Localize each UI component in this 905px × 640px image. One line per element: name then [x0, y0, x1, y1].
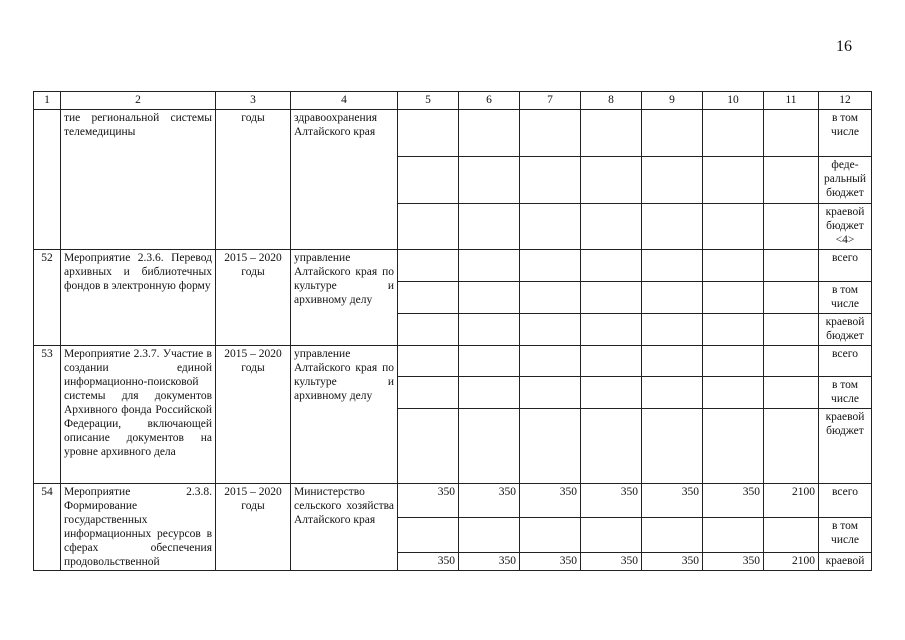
value-cell: 350	[581, 552, 642, 571]
value-cell	[642, 314, 703, 346]
value-cell	[459, 409, 520, 484]
page-number: 16	[836, 38, 852, 55]
value-cell: 2100	[764, 484, 819, 518]
value-cell	[581, 377, 642, 409]
value-cell	[642, 250, 703, 282]
measure-years: годы	[216, 110, 291, 250]
value-cell	[581, 346, 642, 377]
funding-source: краевой бюджет	[819, 409, 872, 484]
value-cell	[398, 314, 459, 346]
measure-name: Мероприятие 2.3.6. Перевод архивных и библиотечных фондов в электронную форму	[61, 250, 216, 346]
measure-executor: здравоохранения Алтайского края	[291, 110, 398, 250]
value-cell	[764, 346, 819, 377]
table-row	[34, 484, 872, 518]
measure-executor: Министерство сельского хозяйства Алтайского края	[291, 484, 398, 571]
value-cell: 350	[520, 484, 581, 518]
funding-source: краевой бюджет	[819, 314, 872, 346]
value-cell	[398, 517, 459, 552]
value-cell	[459, 346, 520, 377]
value-cell	[703, 409, 764, 484]
value-cell	[764, 250, 819, 282]
value-cell	[581, 314, 642, 346]
column-number: 1	[34, 92, 61, 110]
value-cell: 350	[703, 552, 764, 571]
value-cell: 350	[459, 484, 520, 518]
value-cell	[520, 282, 581, 314]
funding-source: в том числе	[819, 282, 872, 314]
value-cell: 350	[703, 484, 764, 518]
value-cell: 350	[642, 484, 703, 518]
measure-name: Мероприятие 2.3.8. Формирование государственных информационных ресурсов в сферах обеспечения продовольственной	[61, 484, 216, 571]
value-cell	[703, 204, 764, 250]
value-cell	[398, 204, 459, 250]
value-cell	[520, 250, 581, 282]
value-cell	[581, 409, 642, 484]
value-cell	[520, 157, 581, 204]
value-cell	[581, 250, 642, 282]
value-cell: 350	[581, 484, 642, 518]
column-number: 7	[520, 92, 581, 110]
measure-years: 2015 – 2020 годы	[216, 346, 291, 484]
value-cell	[703, 110, 764, 157]
column-number: 10	[703, 92, 764, 110]
funding-source: всего	[819, 346, 872, 377]
value-cell	[398, 346, 459, 377]
value-cell	[520, 377, 581, 409]
value-cell	[459, 314, 520, 346]
row-number: 53	[34, 346, 61, 484]
measure-years: 2015 – 2020 годы	[216, 250, 291, 346]
value-cell	[642, 517, 703, 552]
value-cell: 350	[398, 484, 459, 518]
column-number: 8	[581, 92, 642, 110]
value-cell	[520, 314, 581, 346]
value-cell	[520, 409, 581, 484]
row-number	[34, 110, 61, 250]
value-cell	[520, 204, 581, 250]
value-cell	[581, 110, 642, 157]
column-number: 2	[61, 92, 216, 110]
value-cell	[642, 346, 703, 377]
row-number: 54	[34, 484, 61, 571]
value-cell: 350	[459, 552, 520, 571]
measure-name: тие региональной системы телемедицины	[61, 110, 216, 250]
value-cell	[581, 204, 642, 250]
value-cell	[459, 110, 520, 157]
value-cell	[642, 110, 703, 157]
funding-source: в том числе	[819, 377, 872, 409]
column-number: 6	[459, 92, 520, 110]
value-cell	[642, 282, 703, 314]
value-cell	[520, 110, 581, 157]
funding-source: в том числе	[819, 110, 872, 157]
value-cell	[520, 346, 581, 377]
value-cell	[520, 517, 581, 552]
value-cell	[459, 282, 520, 314]
value-cell	[703, 517, 764, 552]
column-number: 4	[291, 92, 398, 110]
value-cell	[764, 409, 819, 484]
value-cell	[764, 110, 819, 157]
value-cell	[581, 282, 642, 314]
value-cell	[764, 282, 819, 314]
value-cell	[764, 314, 819, 346]
value-cell	[398, 409, 459, 484]
value-cell	[764, 204, 819, 250]
value-cell: 350	[642, 552, 703, 571]
value-cell	[459, 377, 520, 409]
value-cell	[764, 157, 819, 204]
value-cell	[459, 157, 520, 204]
column-number: 11	[764, 92, 819, 110]
value-cell	[459, 204, 520, 250]
value-cell	[398, 282, 459, 314]
value-cell: 350	[520, 552, 581, 571]
value-cell	[398, 377, 459, 409]
value-cell	[398, 250, 459, 282]
value-cell	[703, 157, 764, 204]
table-row	[34, 110, 872, 157]
column-number: 9	[642, 92, 703, 110]
value-cell	[398, 110, 459, 157]
funding-source: краевой бюджет <4>	[819, 204, 872, 250]
funding-source: всего	[819, 484, 872, 518]
value-cell	[642, 204, 703, 250]
value-cell	[703, 314, 764, 346]
column-number: 3	[216, 92, 291, 110]
value-cell	[642, 409, 703, 484]
table-row	[34, 346, 872, 377]
value-cell	[642, 377, 703, 409]
value-cell: 350	[398, 552, 459, 571]
value-cell	[764, 517, 819, 552]
value-cell	[581, 517, 642, 552]
funding-source: в том числе	[819, 517, 872, 552]
measure-executor: управление Алтайского края по культуре и архивному делу	[291, 250, 398, 346]
table-row	[34, 250, 872, 282]
value-cell	[703, 377, 764, 409]
value-cell	[398, 157, 459, 204]
value-cell	[703, 282, 764, 314]
funding-source: всего	[819, 250, 872, 282]
row-number: 52	[34, 250, 61, 346]
value-cell	[459, 517, 520, 552]
value-cell	[764, 377, 819, 409]
value-cell	[642, 157, 703, 204]
column-number: 12	[819, 92, 872, 110]
value-cell	[703, 346, 764, 377]
column-number: 5	[398, 92, 459, 110]
value-cell: 2100	[764, 552, 819, 571]
funding-source: краевой	[819, 552, 872, 571]
column-number-row	[34, 92, 872, 110]
measure-name: Мероприятие 2.3.7. Участие в создании единой информационно-поисковой системы для документов Архивного фонда Российской Федерации, включающей описание документов на уровне архивного дела	[61, 346, 216, 484]
value-cell	[581, 157, 642, 204]
funding-source: феде-ральный бюджет	[819, 157, 872, 204]
measure-years: 2015 – 2020 годы	[216, 484, 291, 571]
value-cell	[703, 250, 764, 282]
measure-executor: управление Алтайского края по культуре и архивному делу	[291, 346, 398, 484]
program-table	[33, 91, 872, 571]
value-cell	[459, 250, 520, 282]
